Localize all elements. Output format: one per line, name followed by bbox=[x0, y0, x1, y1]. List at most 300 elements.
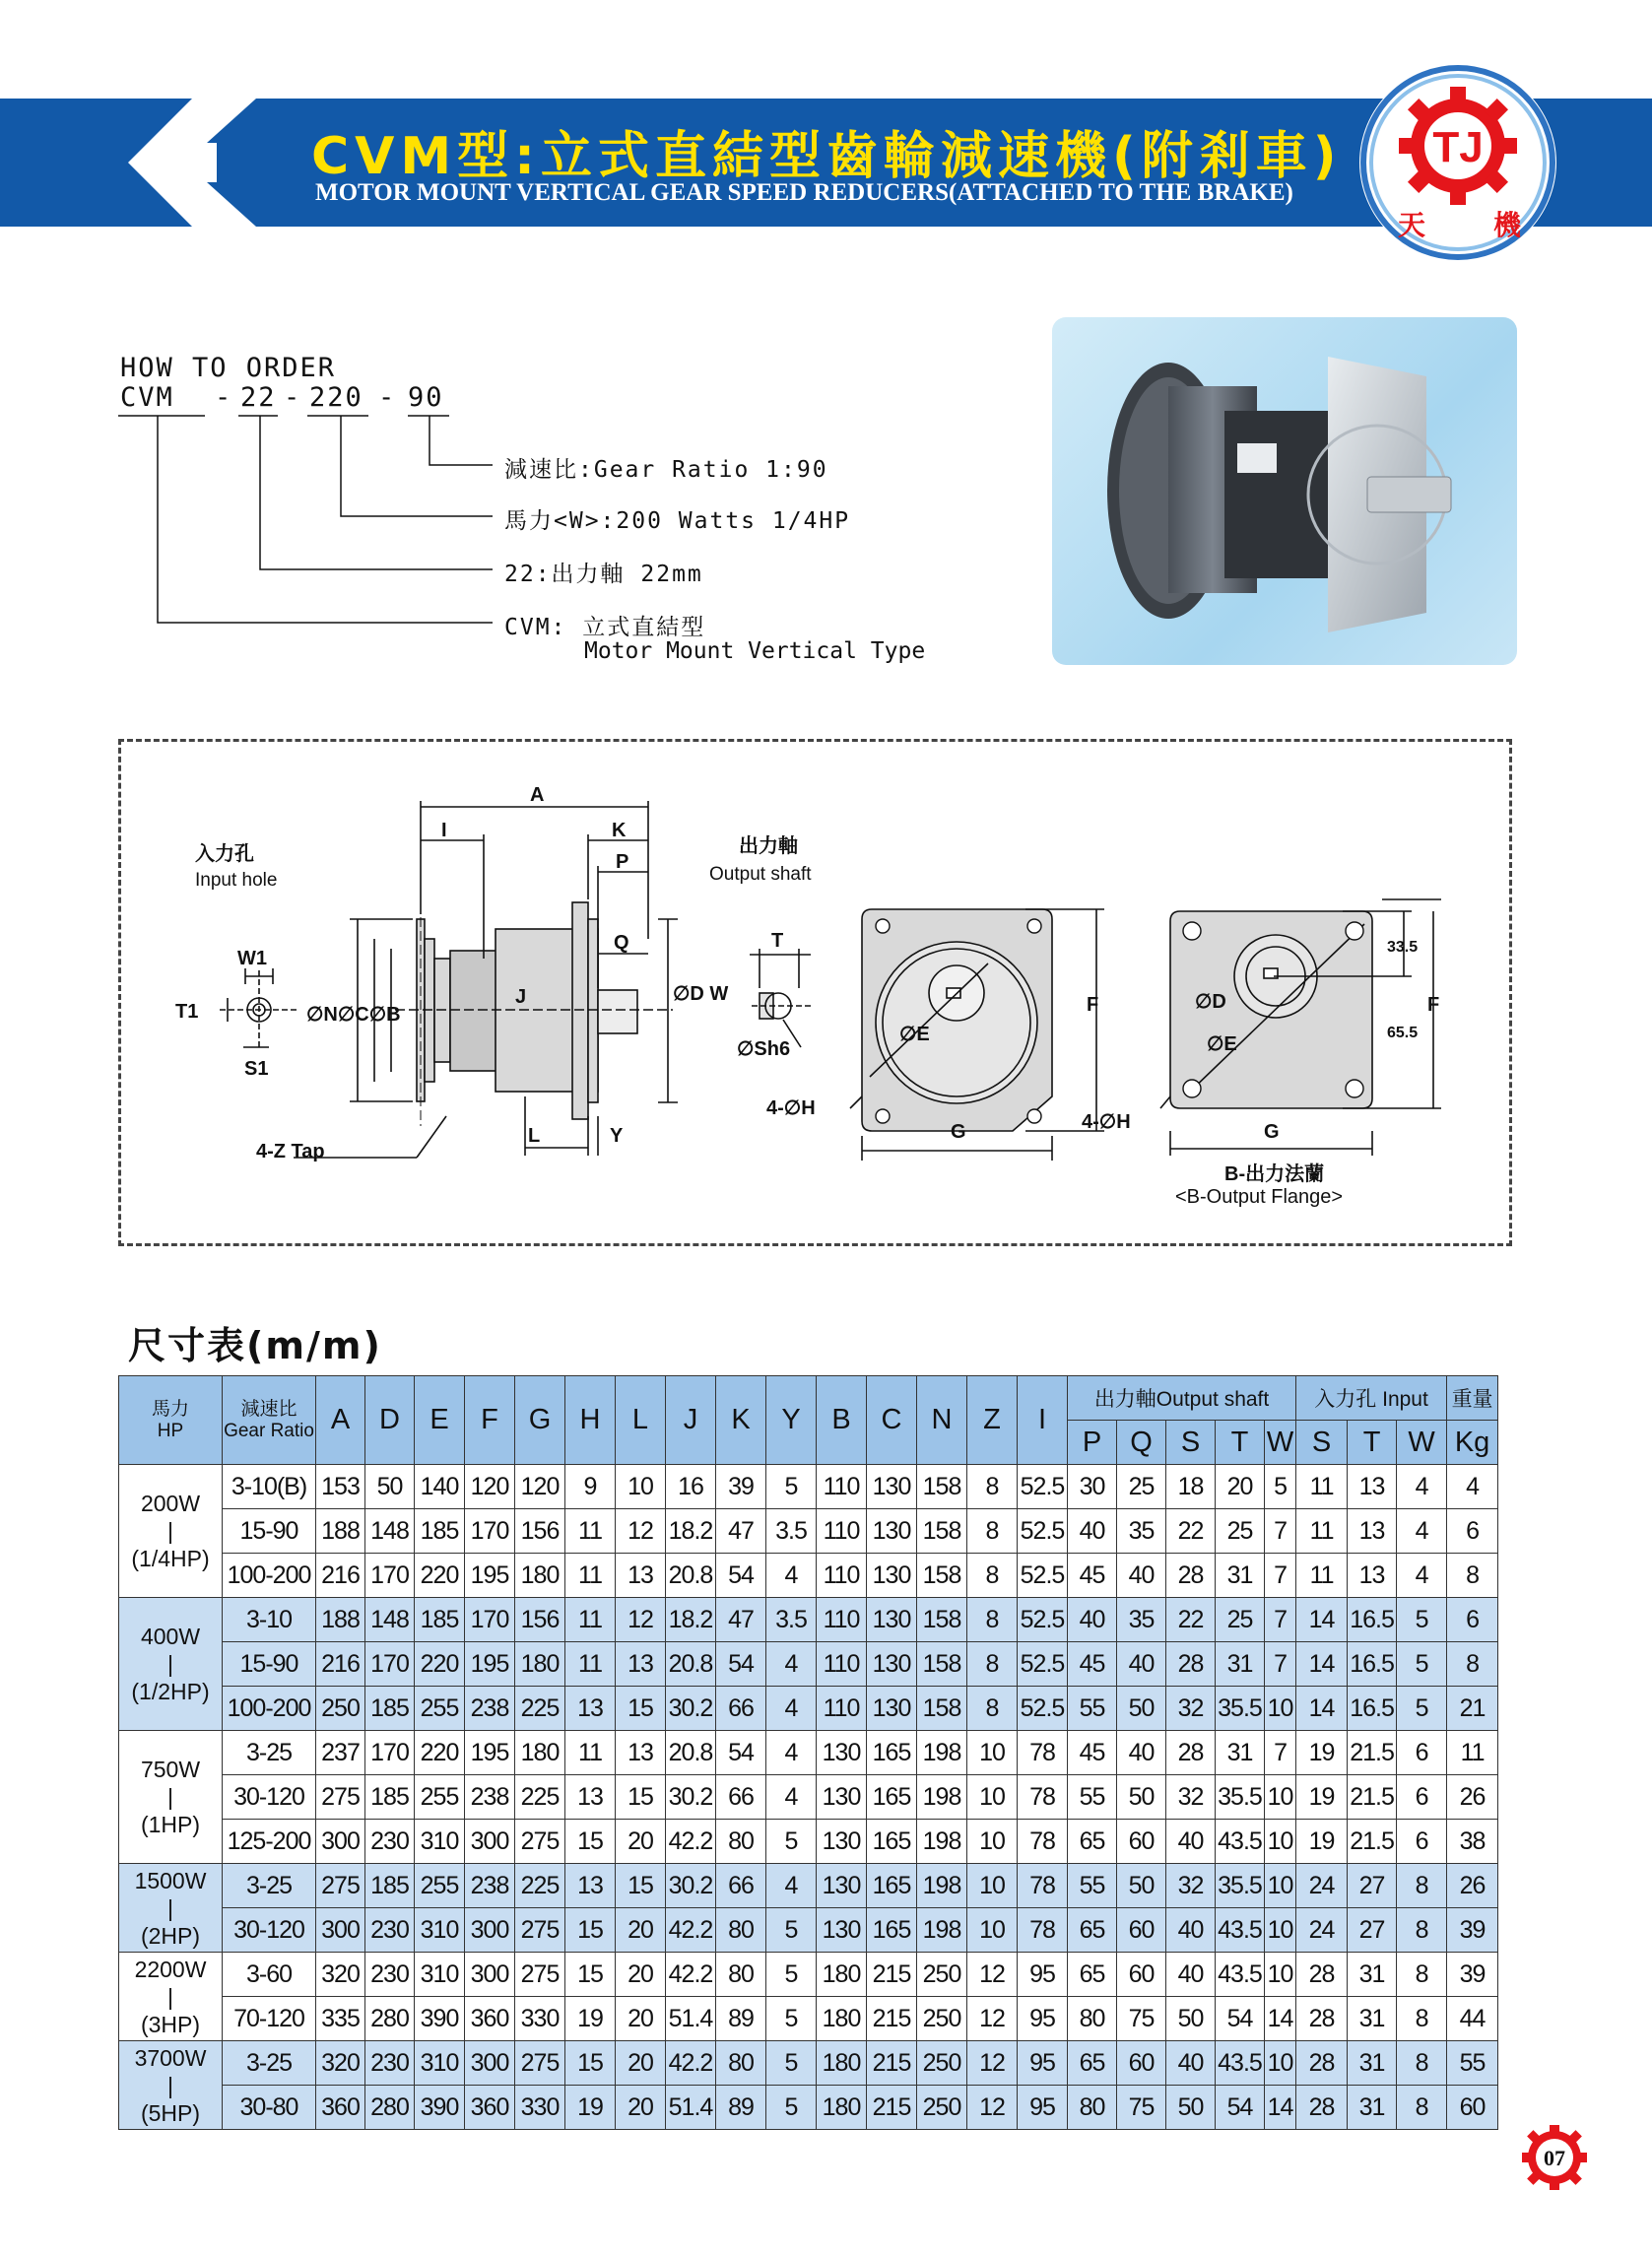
table-cell: 360 bbox=[465, 2086, 515, 2130]
table-cell: 50 bbox=[1166, 2086, 1216, 2130]
table-cell: 19 bbox=[565, 2086, 616, 2130]
dim-f-flange: F bbox=[1427, 994, 1440, 1016]
table-cell: 39 bbox=[1447, 1908, 1498, 1953]
header-col: L bbox=[616, 1376, 666, 1465]
table-cell: 130 bbox=[867, 1509, 917, 1554]
power-hp: (1/2HP) bbox=[131, 1679, 210, 1704]
dim-h-flange: 4-∅H bbox=[1082, 1111, 1131, 1133]
page-subtitle: MOTOR MOUNT VERTICAL GEAR SPEED REDUCERS(ATTACHED TO THE BRAKE) bbox=[315, 179, 1293, 206]
power-cell: 200W | (1/4HP) bbox=[119, 1465, 223, 1598]
logo-cn-right: 機 bbox=[1492, 209, 1522, 241]
table-cell: 65 bbox=[1068, 1908, 1117, 1953]
power-hp: (3HP) bbox=[140, 2011, 201, 2037]
flange-en: <B-Output Flange> bbox=[1175, 1186, 1344, 1208]
table-row bbox=[119, 1864, 1498, 1908]
table-cell: 43.5 bbox=[1216, 1820, 1265, 1864]
table-cell: 335 bbox=[316, 1997, 365, 2041]
header-input-col: W bbox=[1397, 1421, 1447, 1465]
table-cell: 130 bbox=[867, 1598, 917, 1642]
table-cell: 40 bbox=[1117, 1731, 1166, 1775]
table-cell: 185 bbox=[365, 1864, 415, 1908]
table-cell: 40 bbox=[1166, 1908, 1216, 1953]
table-cell: 237 bbox=[316, 1731, 365, 1775]
table-row bbox=[119, 1642, 1498, 1687]
table-cell: 10 bbox=[1265, 1775, 1296, 1820]
table-cell: 95 bbox=[1018, 2041, 1068, 2086]
table-row bbox=[119, 1509, 1498, 1554]
table-cell: 158 bbox=[917, 1465, 967, 1509]
table-cell: 165 bbox=[867, 1731, 917, 1775]
table-cell: 52.5 bbox=[1018, 1687, 1068, 1731]
table-cell: 55 bbox=[1447, 2041, 1498, 2086]
table-cell: 65 bbox=[1068, 2041, 1117, 2086]
logo-cn-left: 天 bbox=[1397, 209, 1426, 241]
table-cell: 16.5 bbox=[1348, 1687, 1397, 1731]
table-cell: 30.2 bbox=[666, 1864, 716, 1908]
table-cell: 300 bbox=[465, 1820, 515, 1864]
table-cell: 89 bbox=[716, 1997, 766, 2041]
dim-l: L bbox=[528, 1125, 541, 1147]
table-cell: 89 bbox=[716, 2086, 766, 2130]
header-col: G bbox=[515, 1376, 565, 1465]
table-cell: 22 bbox=[1166, 1598, 1216, 1642]
table-cell: 250 bbox=[917, 1953, 967, 1997]
output-shaft-en: Output shaft bbox=[709, 864, 812, 885]
table-cell: 66 bbox=[716, 1864, 766, 1908]
table-cell: 180 bbox=[817, 1997, 867, 2041]
table-cell: 216 bbox=[316, 1642, 365, 1687]
table-cell: 54 bbox=[716, 1642, 766, 1687]
table-cell: 8 bbox=[967, 1465, 1018, 1509]
header-output-col: Q bbox=[1117, 1421, 1166, 1465]
table-cell: 31 bbox=[1348, 2041, 1397, 2086]
table-cell: 5 bbox=[766, 1908, 817, 1953]
dim-w1: W1 bbox=[237, 948, 267, 969]
table-cell: 180 bbox=[817, 1953, 867, 1997]
table-cell: 15 bbox=[565, 1820, 616, 1864]
table-cell: 6 bbox=[1447, 1509, 1498, 1554]
table-cell: 185 bbox=[415, 1509, 465, 1554]
dim-335: 33.5 bbox=[1387, 939, 1419, 956]
table-cell: 13 bbox=[565, 1687, 616, 1731]
table-cell: 255 bbox=[415, 1775, 465, 1820]
table-cell: 390 bbox=[415, 2086, 465, 2130]
dim-i: I bbox=[441, 820, 447, 841]
table-cell: 238 bbox=[465, 1864, 515, 1908]
table-cell: 275 bbox=[515, 1953, 565, 1997]
table-cell: 16.5 bbox=[1348, 1642, 1397, 1687]
table-cell: 198 bbox=[917, 1775, 967, 1820]
table-cell: 4 bbox=[1397, 1465, 1447, 1509]
table-cell: 215 bbox=[867, 2041, 917, 2086]
header-col: I bbox=[1018, 1376, 1068, 1465]
table-cell: 7 bbox=[1265, 1598, 1296, 1642]
table-cell: 3-25 bbox=[223, 2041, 316, 2086]
table-cell: 60 bbox=[1117, 1953, 1166, 1997]
table-cell: 158 bbox=[917, 1687, 967, 1731]
dim-p: P bbox=[616, 851, 629, 873]
table-row bbox=[119, 1465, 1498, 1509]
order-code-shaft: 22 bbox=[240, 382, 277, 413]
header-output-col: S bbox=[1166, 1421, 1216, 1465]
order-type-line: CVM: 立式直結型 bbox=[504, 615, 706, 640]
table-cell: 31 bbox=[1348, 1953, 1397, 1997]
order-dash-2: - bbox=[284, 382, 302, 413]
table-cell: 11 bbox=[1296, 1554, 1348, 1598]
table-cell: 185 bbox=[415, 1598, 465, 1642]
table-cell: 158 bbox=[917, 1554, 967, 1598]
table-cell: 125-200 bbox=[223, 1820, 316, 1864]
table-cell: 35 bbox=[1117, 1598, 1166, 1642]
table-cell: 5 bbox=[766, 1465, 817, 1509]
table-row bbox=[119, 1820, 1498, 1864]
table-cell: 4 bbox=[766, 1864, 817, 1908]
table-cell: 7 bbox=[1265, 1554, 1296, 1598]
table-cell: 24 bbox=[1296, 1864, 1348, 1908]
power-hp: (2HP) bbox=[140, 1922, 201, 1949]
table-cell: 65 bbox=[1068, 1953, 1117, 1997]
table-cell: 220 bbox=[415, 1642, 465, 1687]
table-row bbox=[119, 1953, 1498, 1997]
table-cell: 390 bbox=[415, 1997, 465, 2041]
table-cell: 15-90 bbox=[223, 1642, 316, 1687]
table-cell: 9 bbox=[565, 1465, 616, 1509]
table-cell: 230 bbox=[365, 2041, 415, 2086]
table-cell: 21 bbox=[1447, 1687, 1498, 1731]
table-cell: 51.4 bbox=[666, 2086, 716, 2130]
table-cell: 32 bbox=[1166, 1864, 1216, 1908]
table-cell: 13 bbox=[565, 1775, 616, 1820]
table-cell: 20 bbox=[616, 2086, 666, 2130]
table-cell: 65 bbox=[1068, 1820, 1117, 1864]
table-cell: 130 bbox=[817, 1731, 867, 1775]
table-cell: 14 bbox=[1296, 1642, 1348, 1687]
table-cell: 153 bbox=[316, 1465, 365, 1509]
table-cell: 78 bbox=[1018, 1908, 1068, 1953]
table-cell: 95 bbox=[1018, 2086, 1068, 2130]
table-cell: 45 bbox=[1068, 1731, 1117, 1775]
page-number: 07 bbox=[1544, 2146, 1565, 2170]
table-cell: 275 bbox=[515, 1820, 565, 1864]
table-cell: 8 bbox=[967, 1554, 1018, 1598]
table-cell: 28 bbox=[1166, 1554, 1216, 1598]
table-cell: 195 bbox=[465, 1731, 515, 1775]
table-cell: 238 bbox=[465, 1775, 515, 1820]
header-col: H bbox=[565, 1376, 616, 1465]
table-cell: 5 bbox=[766, 2086, 817, 2130]
table-cell: 170 bbox=[365, 1554, 415, 1598]
table-cell: 230 bbox=[365, 1908, 415, 1953]
table-cell: 3.5 bbox=[766, 1598, 817, 1642]
table-cell: 16 bbox=[666, 1465, 716, 1509]
table-cell: 300 bbox=[465, 2041, 515, 2086]
table-cell: 198 bbox=[917, 1820, 967, 1864]
table-cell: 3-10(B) bbox=[223, 1465, 316, 1509]
table-cell: 130 bbox=[817, 1775, 867, 1820]
table-cell: 30.2 bbox=[666, 1775, 716, 1820]
table-cell: 80 bbox=[716, 2041, 766, 2086]
power-watts: 2200W bbox=[134, 1956, 207, 1982]
table-cell: 165 bbox=[867, 1775, 917, 1820]
table-cell: 4 bbox=[1447, 1465, 1498, 1509]
table-cell: 22 bbox=[1166, 1509, 1216, 1554]
table-cell: 40 bbox=[1166, 1820, 1216, 1864]
table-cell: 75 bbox=[1117, 2086, 1166, 2130]
table-cell: 15-90 bbox=[223, 1509, 316, 1554]
dim-s1: S1 bbox=[244, 1058, 269, 1080]
order-dash-1: - bbox=[215, 382, 233, 413]
header-output-col: T bbox=[1216, 1421, 1265, 1465]
table-cell: 8 bbox=[1447, 1554, 1498, 1598]
table-cell: 130 bbox=[867, 1687, 917, 1731]
table-cell: 148 bbox=[365, 1509, 415, 1554]
table-cell: 19 bbox=[1296, 1820, 1348, 1864]
table-cell: 11 bbox=[1296, 1509, 1348, 1554]
table-cell: 14 bbox=[1265, 2086, 1296, 2130]
power-watts: 400W bbox=[140, 1624, 201, 1649]
table-cell: 300 bbox=[465, 1953, 515, 1997]
table-cell: 66 bbox=[716, 1775, 766, 1820]
table-cell: 52.5 bbox=[1018, 1642, 1068, 1687]
table-cell: 230 bbox=[365, 1820, 415, 1864]
table-cell: 54 bbox=[1216, 1997, 1265, 2041]
power-group bbox=[119, 2041, 1498, 2130]
table-cell: 50 bbox=[1166, 1997, 1216, 2041]
table-cell: 14 bbox=[1296, 1687, 1348, 1731]
table-cell: 6 bbox=[1397, 1775, 1447, 1820]
table-cell: 10 bbox=[967, 1864, 1018, 1908]
table-cell: 110 bbox=[817, 1642, 867, 1687]
table-cell: 32 bbox=[1166, 1775, 1216, 1820]
table-cell: 50 bbox=[365, 1465, 415, 1509]
table-cell: 28 bbox=[1296, 2086, 1348, 2130]
table-cell: 220 bbox=[415, 1554, 465, 1598]
table-cell: 43.5 bbox=[1216, 1953, 1265, 1997]
logo-text: TJ bbox=[1432, 123, 1484, 171]
table-cell: 6 bbox=[1447, 1598, 1498, 1642]
table-cell: 80 bbox=[1068, 1997, 1117, 2041]
table-cell: 180 bbox=[817, 2086, 867, 2130]
table-cell: 110 bbox=[817, 1554, 867, 1598]
table-cell: 13 bbox=[1348, 1465, 1397, 1509]
table-cell: 25 bbox=[1216, 1598, 1265, 1642]
table-cell: 250 bbox=[316, 1687, 365, 1731]
power-hp: (1/4HP) bbox=[131, 1546, 210, 1571]
table-cell: 170 bbox=[465, 1509, 515, 1554]
table-cell: 15 bbox=[565, 1953, 616, 1997]
table-cell: 30-120 bbox=[223, 1775, 316, 1820]
table-cell: 280 bbox=[365, 1997, 415, 2041]
order-heading: HOW TO ORDER bbox=[120, 353, 337, 383]
table-row bbox=[119, 1997, 1498, 2041]
table-cell: 10 bbox=[1265, 1953, 1296, 1997]
table-cell: 42.2 bbox=[666, 2041, 716, 2086]
power-group bbox=[119, 1953, 1498, 2041]
table-cell: 13 bbox=[565, 1864, 616, 1908]
table-cell: 188 bbox=[316, 1598, 365, 1642]
table-cell: 31 bbox=[1348, 1997, 1397, 2041]
table-cell: 27 bbox=[1348, 1864, 1397, 1908]
table-cell: 3.5 bbox=[766, 1509, 817, 1554]
dim-t1: T1 bbox=[175, 1001, 199, 1023]
table-cell: 14 bbox=[1296, 1598, 1348, 1642]
table-cell: 20 bbox=[616, 1908, 666, 1953]
table-cell: 170 bbox=[365, 1642, 415, 1687]
table-cell: 11 bbox=[565, 1642, 616, 1687]
table-cell: 8 bbox=[1397, 1953, 1447, 1997]
header-hp-en: HP bbox=[157, 1420, 184, 1441]
table-cell: 78 bbox=[1018, 1864, 1068, 1908]
table-cell: 28 bbox=[1296, 1953, 1348, 1997]
table-cell: 195 bbox=[465, 1642, 515, 1687]
header-input-col: S bbox=[1296, 1421, 1348, 1465]
table-cell: 12 bbox=[967, 2086, 1018, 2130]
table-cell: 11 bbox=[1447, 1731, 1498, 1775]
table-cell: 215 bbox=[867, 1953, 917, 1997]
power-group bbox=[119, 1864, 1498, 1953]
table-row bbox=[119, 1775, 1498, 1820]
table-cell: 280 bbox=[365, 2086, 415, 2130]
table-cell: 55 bbox=[1068, 1864, 1117, 1908]
table-cell: 5 bbox=[766, 1997, 817, 2041]
table-cell: 11 bbox=[565, 1554, 616, 1598]
table-cell: 5 bbox=[1397, 1642, 1447, 1687]
table-cell: 8 bbox=[1397, 1864, 1447, 1908]
table-cell: 170 bbox=[365, 1731, 415, 1775]
back-arrow-icon[interactable] bbox=[69, 99, 266, 227]
table-cell: 80 bbox=[716, 1953, 766, 1997]
table-cell: 100-200 bbox=[223, 1554, 316, 1598]
table-cell: 110 bbox=[817, 1509, 867, 1554]
table-cell: 300 bbox=[465, 1908, 515, 1953]
power-watts: 1500W bbox=[134, 1867, 207, 1893]
table-cell: 5 bbox=[1265, 1465, 1296, 1509]
table-cell: 20 bbox=[616, 1953, 666, 1997]
table-cell: 4 bbox=[766, 1775, 817, 1820]
table-cell: 18.2 bbox=[666, 1598, 716, 1642]
input-hole-cn: 入力孔 bbox=[195, 843, 254, 865]
table-cell: 30.2 bbox=[666, 1687, 716, 1731]
page-title: CVM型:立式直結型齒輪減速機(附剎車) bbox=[311, 127, 1343, 186]
table-cell: 52.5 bbox=[1018, 1465, 1068, 1509]
table-cell: 35.5 bbox=[1216, 1687, 1265, 1731]
table-cell: 8 bbox=[1447, 1642, 1498, 1687]
dimension-drawing bbox=[118, 739, 1512, 1246]
table-cell: 66 bbox=[716, 1687, 766, 1731]
table-cell: 225 bbox=[515, 1687, 565, 1731]
table-cell: 255 bbox=[415, 1864, 465, 1908]
table-cell: 31 bbox=[1348, 2086, 1397, 2130]
table-cell: 3-60 bbox=[223, 1953, 316, 1997]
dim-y: Y bbox=[610, 1125, 624, 1147]
table-cell: 19 bbox=[1296, 1731, 1348, 1775]
table-cell: 180 bbox=[817, 2041, 867, 2086]
power-cell: 750W | (1HP) bbox=[119, 1731, 223, 1864]
table-cell: 13 bbox=[616, 1731, 666, 1775]
header-col: E bbox=[415, 1376, 465, 1465]
table-cell: 11 bbox=[565, 1731, 616, 1775]
header-col: N bbox=[917, 1376, 967, 1465]
company-logo bbox=[1357, 59, 1559, 266]
power-group bbox=[119, 1465, 1498, 1598]
table-cell: 95 bbox=[1018, 1953, 1068, 1997]
table-cell: 20 bbox=[616, 1820, 666, 1864]
table-cell: 156 bbox=[515, 1509, 565, 1554]
table-cell: 21.5 bbox=[1348, 1775, 1397, 1820]
table-cell: 360 bbox=[465, 1997, 515, 2041]
table-cell: 255 bbox=[415, 1687, 465, 1731]
table-cell: 50 bbox=[1117, 1864, 1166, 1908]
table-cell: 158 bbox=[917, 1509, 967, 1554]
table-cell: 8 bbox=[967, 1598, 1018, 1642]
table-cell: 26 bbox=[1447, 1864, 1498, 1908]
table-cell: 11 bbox=[565, 1598, 616, 1642]
table-cell: 5 bbox=[1397, 1687, 1447, 1731]
table-cell: 60 bbox=[1117, 1908, 1166, 1953]
table-cell: 18.2 bbox=[666, 1509, 716, 1554]
power-cell: 400W | (1/2HP) bbox=[119, 1598, 223, 1731]
dim-f-front: F bbox=[1087, 994, 1099, 1016]
table-cell: 13 bbox=[616, 1642, 666, 1687]
table-cell: 13 bbox=[616, 1554, 666, 1598]
table-cell: 20 bbox=[616, 1997, 666, 2041]
header-col: Y bbox=[766, 1376, 817, 1465]
table-cell: 30-80 bbox=[223, 2086, 316, 2130]
table-cell: 300 bbox=[316, 1908, 365, 1953]
power-watts: 3700W bbox=[134, 2044, 207, 2071]
table-row bbox=[119, 1731, 1498, 1775]
table-cell: 10 bbox=[1265, 1820, 1296, 1864]
table-cell: 40 bbox=[1166, 2041, 1216, 2086]
table-cell: 120 bbox=[515, 1465, 565, 1509]
table-cell: 51.4 bbox=[666, 1997, 716, 2041]
table-cell: 216 bbox=[316, 1554, 365, 1598]
table-row bbox=[119, 1908, 1498, 1953]
order-power-line: 馬力<W>:200 Watts 1/4HP bbox=[504, 508, 851, 534]
table-cell: 28 bbox=[1296, 1997, 1348, 2041]
table-cell: 250 bbox=[917, 2041, 967, 2086]
order-ratio-line: 減速比:Gear Ratio 1:90 bbox=[504, 457, 828, 483]
power-cell: 3700W | (5HP) bbox=[119, 2041, 223, 2130]
table-cell: 15 bbox=[565, 1908, 616, 1953]
dim-h-front: 4-∅H bbox=[766, 1097, 816, 1119]
table-cell: 24 bbox=[1296, 1908, 1348, 1953]
table-cell: 40 bbox=[1117, 1554, 1166, 1598]
power-watts: 200W bbox=[140, 1491, 201, 1516]
table-cell: 130 bbox=[867, 1642, 917, 1687]
power-hp: (1HP) bbox=[140, 1812, 201, 1837]
table-cell: 12 bbox=[967, 1997, 1018, 2041]
dim-g-front: G bbox=[951, 1121, 966, 1143]
table-cell: 130 bbox=[817, 1864, 867, 1908]
table-cell: 25 bbox=[1117, 1465, 1166, 1509]
table-title: 尺寸表(m/m) bbox=[128, 1324, 382, 1367]
table-cell: 35.5 bbox=[1216, 1775, 1265, 1820]
dim-655: 65.5 bbox=[1387, 1025, 1419, 1041]
dim-a: A bbox=[530, 784, 545, 806]
header-col: Z bbox=[967, 1376, 1018, 1465]
power-group bbox=[119, 1731, 1498, 1864]
table-cell: 80 bbox=[716, 1820, 766, 1864]
table-cell: 21.5 bbox=[1348, 1731, 1397, 1775]
table-cell: 5 bbox=[766, 2041, 817, 2086]
table-cell: 10 bbox=[1265, 2041, 1296, 2086]
table-cell: 10 bbox=[1265, 1864, 1296, 1908]
table-cell: 180 bbox=[515, 1642, 565, 1687]
order-dash-3: - bbox=[378, 382, 397, 413]
dim-d-flange: ∅D bbox=[1195, 991, 1226, 1013]
table-cell: 95 bbox=[1018, 1997, 1068, 2041]
